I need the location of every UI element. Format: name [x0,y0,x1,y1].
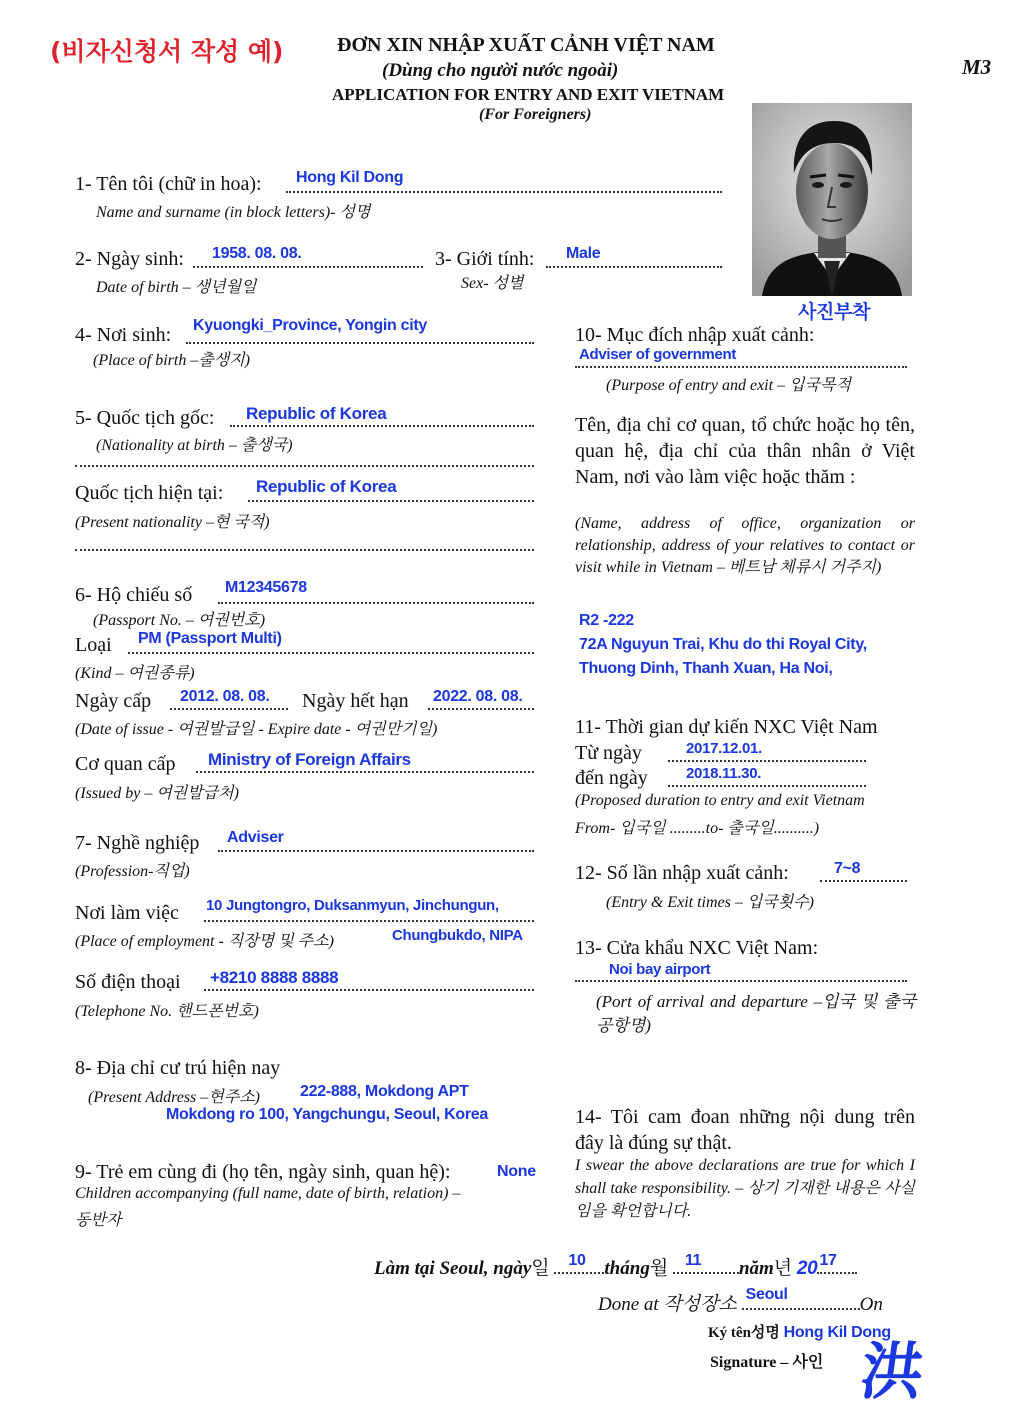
applicant-photo [752,103,912,296]
employment-place-label: Nơi làm việc [75,902,179,924]
entry-times-value[interactable]: 7~8 [834,860,861,877]
pob-label: 4- Nơi sinh: [75,324,172,346]
address-sub: (Present Address –현주소) [88,1089,260,1106]
declaration-sub: I swear the above declarations are true for which I shall take responsibility. – 상기 기재한 내용은 사실임을 확언합니다. [575,1157,915,1220]
on-label: On [859,1294,883,1315]
contact-sub: (Name, address of office, organization or relationship, address of your relatives to contact or visit while in Vietnam – 베트남 체류시 거주지) [575,515,915,576]
sign-line [708,1321,891,1342]
children-sub-2: 동반자 [75,1212,122,1229]
passport-kind-sub: (Kind – 여권종류) [75,665,195,682]
issue-date-sub: (Date of issue - 여권발급일 - Expire date - 여권만기일) [75,721,438,738]
entry-times-line [820,880,907,882]
address-label: 8- Địa chỉ cư trú hiện nay [75,1057,281,1079]
purpose-sub: (Purpose of entry and exit – 입국목적 [606,377,851,394]
sign-label: Ký tên [708,1325,751,1341]
nationality-birth-line [230,425,534,427]
telephone-label: Số điện thoại [75,971,181,993]
contact-value-3[interactable]: Thuong Dinh, Thanh Xuan, Ha Noi, [579,660,833,677]
year-label: năm [738,1258,774,1279]
portrait-image [752,103,912,296]
dob-value[interactable]: 1958. 08. 08. [212,245,302,262]
pob-line [186,342,534,344]
telephone-value[interactable]: +8210 8888 8888 [210,968,339,987]
passport-kind-label: Loại [75,634,112,656]
duration-sub: (Proposed duration to entry and exit Vietnam [575,792,865,809]
day-kr: 일 [531,1258,550,1279]
issue-date-value[interactable]: 2012. 08. 08. [180,688,270,705]
month-value[interactable]: 11 [684,1252,702,1269]
nationality-present-label: Quốc tịch hiện tại: [75,482,224,504]
name-value[interactable]: Hong Kil Dong [296,169,404,186]
port-sub: (Port of arrival and departure –입국 및 출국공항명) [596,992,916,1035]
title-en: APPLICATION FOR ENTRY AND EXIT VIETNAM [332,85,725,104]
korean-title: (비자신청서 작성 예) [50,37,284,66]
address-value[interactable]: 222-888, Mokdong APT [300,1083,469,1100]
passport-no-label: 6- Hộ chiếu số [75,584,193,606]
expire-date-label: Ngày hết hạn [302,690,409,712]
port-value[interactable]: Noi bay airport [609,961,711,978]
done-at-line [598,1286,883,1316]
passport-no-line [218,602,534,604]
nationality-birth-value[interactable]: Republic of Korea [246,404,387,423]
profession-value[interactable]: Adviser [227,829,284,846]
employment-place-sub: (Place of employment - 직장명 및 주소) [75,933,334,950]
purpose-value[interactable]: Adviser of government [579,346,737,363]
title-vn: ĐƠN XIN NHẬP XUẤT CẢNH VIỆT NAM [337,34,715,56]
dob-line [193,266,423,268]
expire-date-line [428,708,534,710]
contact-value-2[interactable]: 72A Nguyun Trai, Khu do thi Royal City, [579,636,867,653]
pob-sub: (Place of birth –출생지) [93,352,251,369]
declaration-label: 14- Tôi cam đoan những nội dung trên đây là đúng sự thật. [575,1106,915,1154]
month-label: tháng [604,1258,650,1279]
issue-date-line [170,708,288,710]
children-value[interactable]: None [497,1163,536,1180]
sex-sub: Sex- 성별 [461,275,524,292]
duration-from-value[interactable]: 2017.12.01. [686,740,762,757]
passport-no-value[interactable]: M12345678 [225,579,307,596]
nationality-present-value[interactable]: Republic of Korea [256,477,397,496]
expire-date-value[interactable]: 2022. 08. 08. [433,688,523,705]
done-value[interactable]: Seoul [745,1286,788,1303]
profession-line [218,850,534,852]
dob-label: 2- Ngày sinh: [75,248,184,270]
subtitle-en: (For Foreigners) [479,106,592,123]
entry-times-sub: (Entry & Exit times – 입국횟수) [606,894,815,911]
duration-label: 11- Thời gian dự kiến NXC Việt Nam [575,716,878,738]
sign-kr: 성명 [750,1325,780,1341]
place-label: Làm tại Seoul, ngày [374,1258,532,1279]
name-label: 1- Tên tôi (chữ in hoa): [75,173,262,195]
issued-by-line [196,771,534,773]
nationality-present-sub: (Present nationality –현 국적) [75,514,270,531]
year-value[interactable]: 17 [819,1252,837,1269]
nationality-present-line [248,500,534,502]
year-kr: 년 [773,1258,793,1279]
contact-label: Tên, địa chỉ cơ quan, tổ chức hoặc họ tên, quan hệ, địa chỉ của thân nhân ở Việt Nam, nơi vào làm việc hoặc thăm : [575,414,915,488]
month-kr: 월 [649,1258,669,1279]
done-label: Done at 작성장소 [598,1294,737,1315]
sex-value[interactable]: Male [566,245,601,262]
profession-sub: (Profession-직업) [75,863,190,880]
signature-stamp: 洪 [856,1335,929,1408]
issued-by-label: Cơ quan cấp [75,753,176,775]
sex-line [546,266,722,268]
name-line [286,191,722,193]
issued-by-value[interactable]: Ministry of Foreign Affairs [208,750,411,769]
place-date-line [374,1253,857,1280]
address-value-2[interactable]: Mokdong ro 100, Yangchungu, Seoul, Korea [166,1106,488,1123]
telephone-line [204,989,534,991]
entry-times-label: 12- Số lần nhập xuất cảnh: [575,862,789,884]
port-label: 13- Cửa khẩu NXC Việt Nam: [575,937,819,959]
telephone-sub: (Telephone No. 핸드폰번호) [75,1003,259,1020]
photo-caption: 사진부착 [798,301,871,323]
pob-value[interactable]: Kyuongki_Province, Yongin city [193,317,428,334]
duration-from-line [668,760,866,762]
subtitle-vn: (Dùng cho người nước ngoài) [382,60,619,81]
sex-label: 3- Giới tính: [435,248,535,270]
name-sub: Name and surname (in block letters)- 성명 [96,204,371,221]
children-sub: Children accompanying (full name, date of birth, relation) – [75,1185,461,1202]
day-value[interactable]: 10 [568,1252,586,1269]
passport-no-sub: (Passport No. – 여권번호) [93,612,266,629]
purpose-line [575,366,907,368]
passport-kind-value[interactable]: PM (Passport Multi) [138,630,282,647]
duration-from-label: Từ ngày [575,742,642,764]
employment-place-value-2[interactable]: Chungbukdo, NIPA [392,927,523,944]
children-label: 9- Trẻ em cùng đi (họ tên, ngày sinh, quan hệ): [75,1161,451,1183]
purpose-label: 10- Mục đích nhập xuất cảnh: [575,324,815,346]
nationality-extra-line [75,465,534,467]
dob-sub: Date of birth – 생년월일 [96,279,257,296]
issue-date-label: Ngày cấp [75,690,152,712]
duration-to-line [668,785,866,787]
duration-sub-2: From- 입국일 .........to- 출국일..........) [575,820,820,837]
sign-value[interactable]: Hong Kil Dong [783,1324,891,1341]
contact-value-1[interactable]: R2 -222 [579,612,634,629]
nationality-birth-sub: (Nationality at birth – 출생국) [96,437,293,454]
nationality-present-extra-line [75,549,534,551]
issued-by-sub: (Issued by – 여권발급처) [75,785,239,802]
profession-label: 7- Nghề nghiệp [75,832,200,854]
employment-place-line [204,920,534,922]
duration-to-value[interactable]: 2018.11.30. [686,765,762,782]
duration-to-label: đến ngày [575,767,648,789]
employment-place-value[interactable]: 10 Jungtongro, Duksanmyun, Jinchungun, [206,897,499,914]
port-line [575,980,907,982]
nationality-birth-label: 5- Quốc tịch gốc: [75,407,215,429]
signature-label: Signature – 사인 [710,1354,824,1371]
passport-kind-line [128,652,534,654]
form-code: M3 [962,55,992,79]
year-prefix: 20 [796,1258,818,1279]
